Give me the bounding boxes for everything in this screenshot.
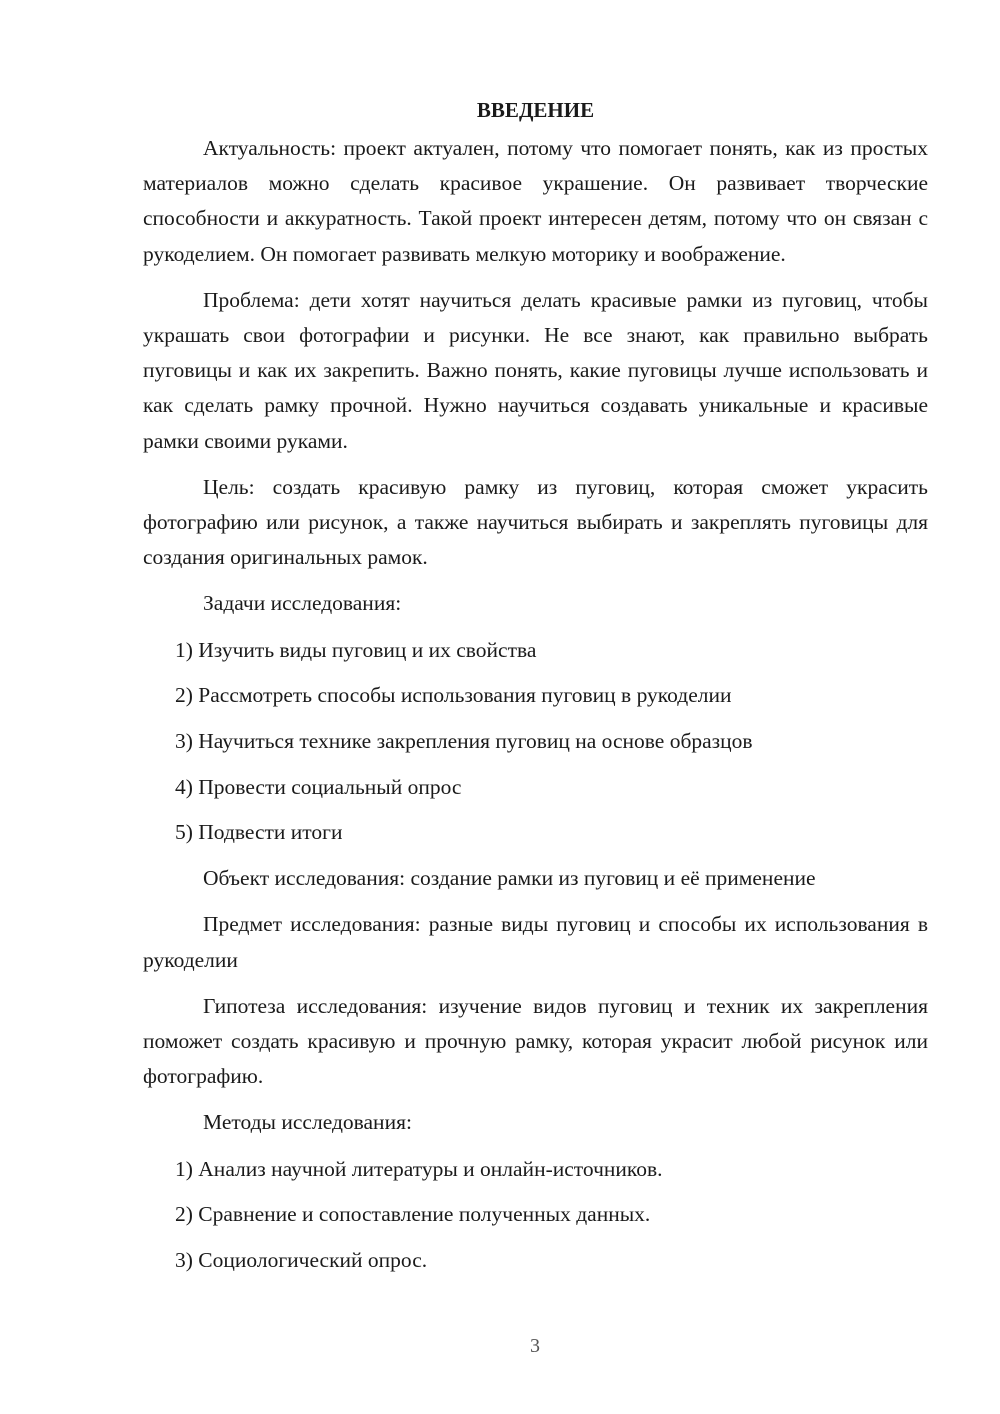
tasks-title: Задачи исследования:: [203, 591, 402, 616]
document-page: [143, 95, 928, 1289]
methods-title: Методы исследования:: [203, 1110, 412, 1135]
relevance-paragraph: Актуальность: проект актуален, потому что помогает понять, как из простых материалов можно сделать красивое украшение. Он развивает творческие способности и аккуратность. Такой проект интересен детям, потому что он связан с рукоделием. Он помогает развивать мелкую моторику и воображение.: [143, 136, 928, 266]
list-item: 3) Социологический опрос.: [175, 1247, 428, 1272]
problem-paragraph: Проблема: дети хотят научиться делать красивые рамки из пуговиц, чтобы украшать свои фотографии и рисунки. Не все знают, как правильно выбрать пуговицы и как их закрепить. Важно понять, какие пуговицы лучше использовать и как сделать рамку прочной. Нужно научиться создавать уникальные и красивые рамки своими руками.: [143, 287, 928, 453]
object-paragraph: Объект исследования: создание рамки из пуговиц и её применение: [203, 866, 816, 891]
list-item: 2) Рассмотреть способы использования пуговиц в рукоделии: [175, 683, 732, 708]
tasks-list: [143, 633, 928, 851]
list-item: 2) Сравнение и сопоставление полученных данных.: [175, 1202, 651, 1227]
list-item: 4) Провести социальный опрос: [175, 774, 462, 799]
hypothesis-paragraph: Гипотеза исследования: изучение видов пуговиц и техник их закрепления поможет создать красивую и прочную рамку, которая украсит любой рисунок или фотографию.: [143, 993, 928, 1089]
list-item: 1) Анализ научной литературы и онлайн-источников.: [175, 1156, 663, 1181]
page-number: 3: [530, 1335, 540, 1357]
methods-list: [143, 1152, 928, 1279]
list-item: 3) Научиться технике закрепления пуговиц на основе образцов: [175, 729, 753, 754]
section-heading: ВВЕДЕНИЕ: [476, 98, 595, 122]
goal-paragraph: Цель: создать красивую рамку из пуговиц, которая сможет украсить фотографию или рисунок, а также научиться выбирать и закреплять пуговицы для создания оригинальных рамок.: [143, 474, 928, 570]
subject-paragraph: Предмет исследования: разные виды пуговиц и способы их использования в рукоделии: [143, 912, 928, 972]
list-item: 5) Подвести итоги: [175, 820, 343, 845]
list-item: 1) Изучить виды пуговиц и их свойства: [175, 637, 537, 662]
